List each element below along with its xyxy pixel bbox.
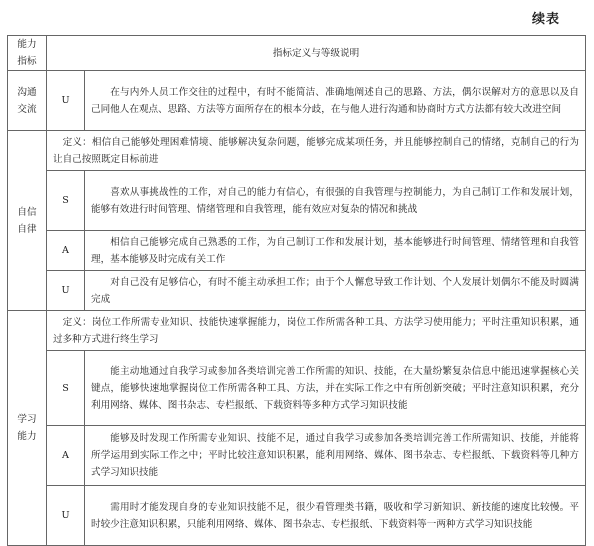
- header-indicator: 能力 指标: [8, 36, 47, 71]
- level-description: 喜欢从事挑战性的工作，对自己的能力有信心，有很强的自我管理与控制能力，为自己制订工作和发展计划，能够有效进行时间管理、情绪管理和自我管理，能有效应对复杂的情况和挑战: [85, 171, 586, 231]
- level-description: 能主动地通过自我学习或参加各类培训完善工作所需的知识、技能，在大量纷繁复杂信息中能迅速掌握核心关键点，能够快速地掌握岗位工作所需各种工具、方法，并在实际工作之中有所创新突破；平时注意知识积累，充分利用网络、媒体、图书杂志、专栏报纸、下载资料等多种方式学习知识技能: [85, 351, 586, 426]
- continued-label: 续表: [531, 12, 560, 27]
- level-label: U: [47, 486, 85, 546]
- category-self-confidence: 自信 自律: [8, 131, 47, 311]
- table-row: [8, 171, 586, 231]
- table-row: [8, 426, 586, 486]
- table-row: [8, 351, 586, 426]
- competency-table: [7, 35, 586, 546]
- level-description: 能够及时发现工作所需专业知识、技能不足，通过自我学习或参加各类培训完善工作所需知识、技能，并能将所学运用到实际工作之中；平时比较注意知识积累，能利用网络、媒体、图书杂志、专栏报纸、下载资料等几种方式学习知识技能: [85, 426, 586, 486]
- level-label: A: [47, 231, 85, 271]
- category-communication: 沟通 交流: [8, 71, 47, 131]
- table-row: [8, 486, 586, 546]
- level-description: 对自己没有足够信心，有时不能主动承担工作；由于个人懈怠导致工作计划、个人发展计划偶尔不能及时圆满完成: [85, 271, 586, 311]
- table-row: [8, 271, 586, 311]
- table-row: [8, 231, 586, 271]
- table-row: [8, 311, 586, 351]
- level-description: 在与内外人员工作交往的过程中，有时不能简洁、准确地阐述自己的思路、方法，偶尔误解对方的意思以及自己同他人在观点、思路、方法等方面所存在的根本分歧，在与他人进行沟通和协商时方式方法都有较大改进空间: [85, 71, 586, 131]
- definition-cell: 定义：相信自己能够处理困难情境、能够解决复杂问题，能够完成某项任务，并且能够控制自己的情绪，克制自己的行为让自己按照既定目标前进: [47, 131, 586, 171]
- table-row: [8, 131, 586, 171]
- header-definition: 指标定义与等级说明: [47, 36, 586, 71]
- level-label: S: [47, 351, 85, 426]
- category-learning: 学习 能力: [8, 311, 47, 546]
- level-label: A: [47, 426, 85, 486]
- level-label: U: [47, 71, 85, 131]
- level-description: 需用时才能发现自身的专业知识技能不足，很少看管理类书籍，吸收和学习新知识、新技能的速度比较慢。平时较少注意知识积累，只能利用网络、媒体、图书杂志、专栏报纸、下载资料等一两种方式学习知识技能: [85, 486, 586, 546]
- definition-cell: 定义：岗位工作所需专业知识、技能快速掌握能力，岗位工作所需各种工具、方法学习使用能力；平时注重知识积累，通过多种方式进行终生学习: [47, 311, 586, 351]
- table-row: [8, 71, 586, 131]
- level-label: U: [47, 271, 85, 311]
- table-header-row: [8, 36, 586, 71]
- level-label: S: [47, 171, 85, 231]
- level-description: 相信自己能够完成自己熟悉的工作，为自己制订工作和发展计划，基本能够进行时间管理、情绪管理和自我管理，基本能够及时完成有关工作: [85, 231, 586, 271]
